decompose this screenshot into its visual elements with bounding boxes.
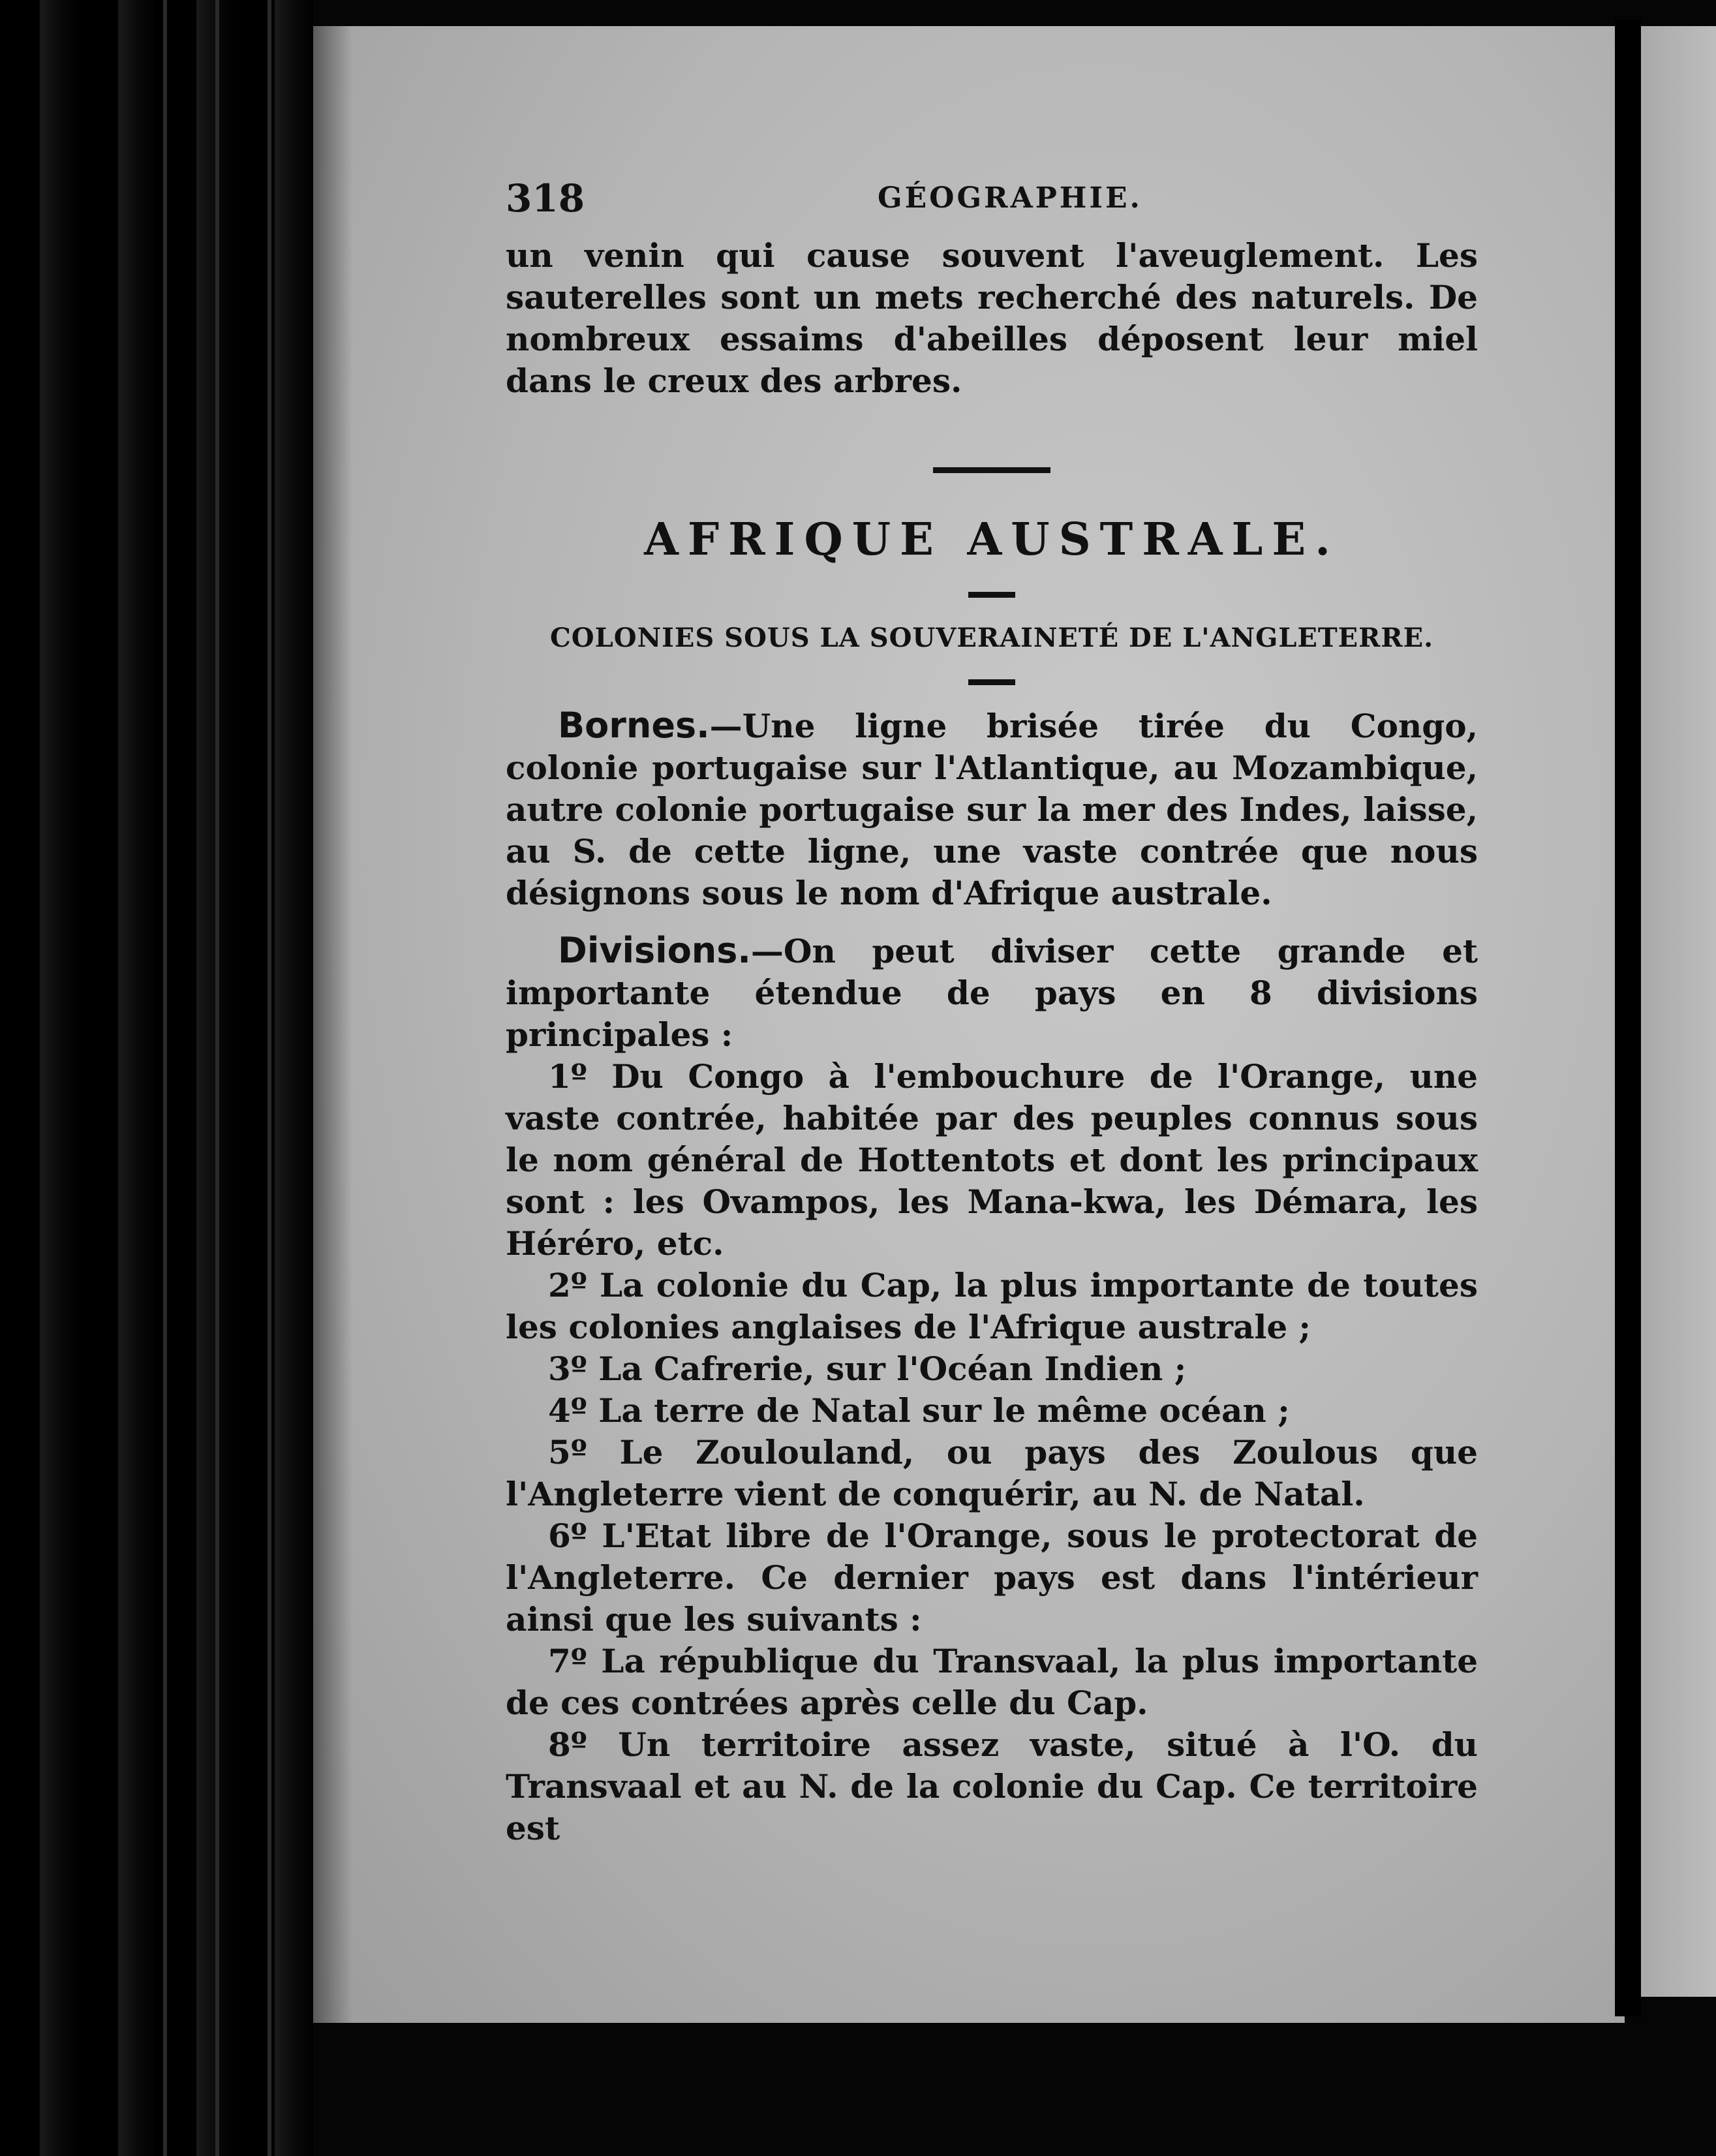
book-edge xyxy=(0,0,313,2156)
edge-streak xyxy=(163,0,167,2156)
edge-streak xyxy=(215,0,219,2156)
section-rule xyxy=(933,467,1050,473)
bornes-text: —Une ligne brisée tirée du Congo, colonie portugaise sur l'Atlantique, au Mozambique, autre colonie portugaise sur la mer des Indes, laisse, au S. de cette ligne, une vaste contrée que nous désignons sous le nom d'Afrique australe. xyxy=(506,707,1478,912)
intro-paragraph: un venin qui cause souvent l'aveuglement. Les sauterelles sont un mets recherché des naturels. De nombreux essaims d'abeilles déposent leur miel dans le creux des arbres. xyxy=(506,236,1478,400)
division-item: 3º La Cafrerie, sur l'Océan Indien ; xyxy=(548,1349,1187,1388)
page-text xyxy=(506,176,1478,1849)
division-item: 7º La république du Transvaal, la plus importante de ces contrées après celle du Cap. xyxy=(506,1642,1478,1722)
division-item: 6º L'Etat libre de l'Orange, sous le protectorat de l'Angleterre. Ce dernier pays est dans l'intérieur ainsi que les suivants : xyxy=(506,1517,1478,1639)
section-subtitle: COLONIES SOUS LA SOUVERAINETÉ DE L'ANGLETERRE. xyxy=(549,623,1434,653)
section-title: AFRIQUE AUSTRALE. xyxy=(644,514,1340,566)
division-item: 5º Le Zoulouland, ou pays des Zoulous que l'Angleterre vient de conquérir, au N. de Natal. xyxy=(506,1433,1478,1513)
division-item: 2º La colonie du Cap, la plus importante de toutes les colonies anglaises de l'Afrique australe ; xyxy=(506,1266,1478,1346)
running-head xyxy=(506,176,1478,235)
gutter xyxy=(1615,20,1641,2016)
subtitle-rule xyxy=(968,679,1015,685)
divisions-text: —On peut diviser cette grande et importante étendue de pays en 8 divisions principales : xyxy=(506,932,1478,1054)
bornes-paragraph xyxy=(506,705,1478,914)
next-page-edge xyxy=(1641,26,1716,1997)
title-rule xyxy=(968,592,1015,598)
running-title: GÉOGRAPHIE. xyxy=(878,181,1142,215)
division-item: 4º La terre de Natal sur le même océan ; xyxy=(548,1391,1290,1430)
bornes-heading: Bornes. xyxy=(558,705,710,746)
divisions-heading: Divisions. xyxy=(558,930,751,971)
edge-streak xyxy=(268,0,271,2156)
page-shadow xyxy=(313,26,352,2023)
division-item: 8º Un territoire assez vaste, situé à l'O. du Transvaal et au N. de la colonie du Cap. Ce territoire est xyxy=(506,1725,1478,1847)
page-number: 318 xyxy=(506,176,585,221)
division-item: 1º Du Congo à l'embouchure de l'Orange, une vaste contrée, habitée par des peuples connus sous le nom général de Hottentots et dont les principaux sont : les Ovampos, les Mana-kwa, les Démara, les Héréro, etc. xyxy=(506,1057,1478,1263)
divisions-paragraph xyxy=(506,930,1478,1056)
